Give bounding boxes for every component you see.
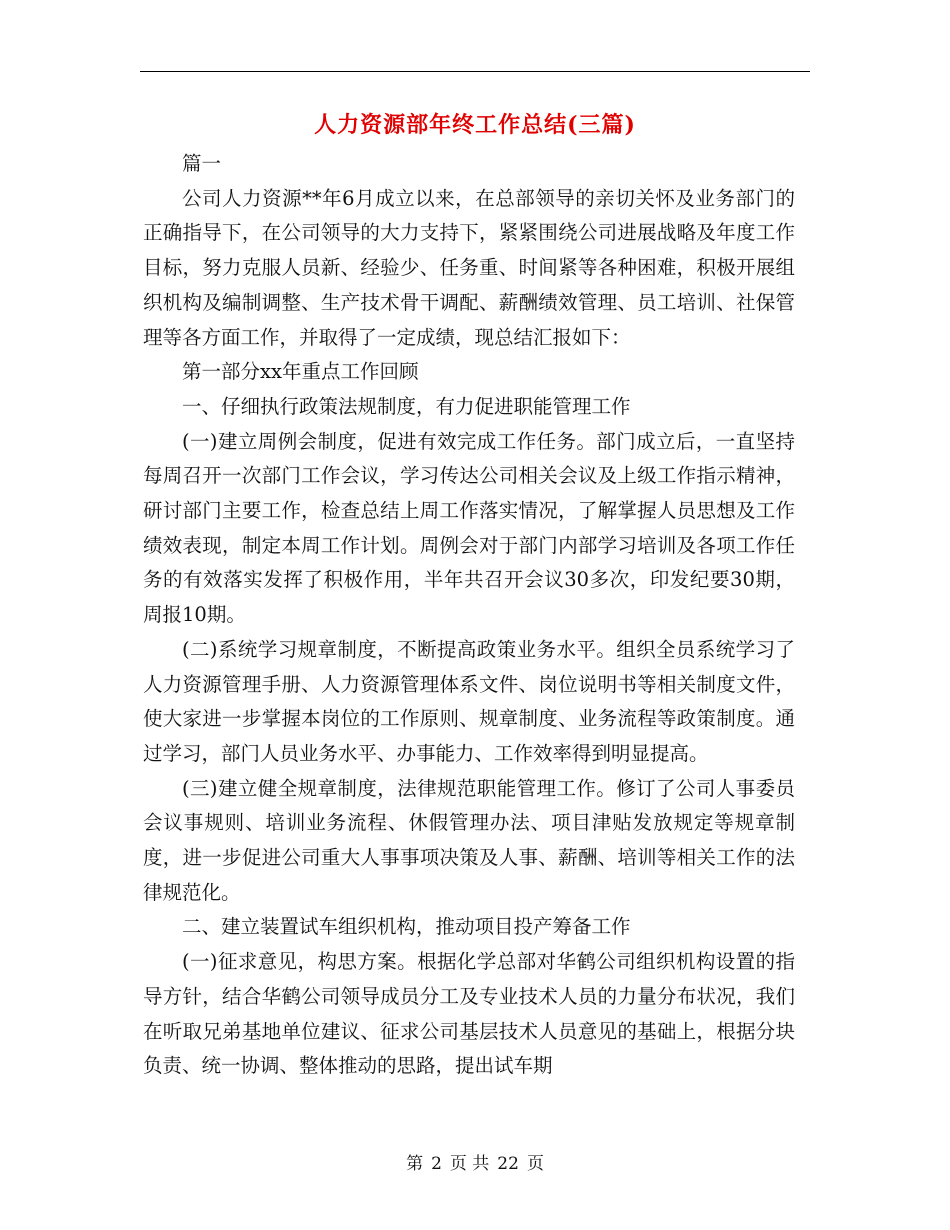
paragraph-part-heading: 第一部分xx年重点工作回顾 bbox=[182, 360, 419, 384]
header-rule bbox=[140, 71, 810, 72]
page-footer bbox=[0, 1152, 950, 1176]
paragraph-heading-2: 二、建立装置试车组织机构，推动项目投产筹备工作 bbox=[182, 915, 631, 939]
page-prefix: 第 bbox=[406, 1154, 424, 1174]
page-total: 22 bbox=[497, 1154, 519, 1174]
paragraph-item-1-1: (一)建立周例会制度，促进有效完成工作任务。部门成立后，一直坚持每周召开一次部门工作会议，学习传达公司相关会议及上级工作指示精神，研讨部门主要工作，检查总结上周工作落实情况，了解掌握人员思想及工作绩效表现，制定本周工作计划。周例会对于部门内部学习培训及各项工作任务的有效落实发挥了积极作用，半年共召开会议30多次，印发纪要30期，周报10期。 bbox=[143, 429, 795, 627]
page-middle: 页 共 bbox=[449, 1154, 490, 1174]
paragraph-section-label: 篇一 bbox=[182, 152, 222, 175]
document-title: 人力资源部年终工作总结(三篇) bbox=[314, 112, 636, 138]
paragraph-item-2-1: (一)征求意见，构思方案。根据化学总部对华鹤公司组织机构设置的指导方针，结合华鹤公司领导成员分工及专业技术人员的力量分布状况，我们在听取兄弟基地单位建议、征求公司基层技术人员意见的基础上，根据分块负责、统一协调、整体推动的思路，提出试车期 bbox=[143, 950, 795, 1078]
page-current: 2 bbox=[431, 1154, 442, 1174]
paragraph-heading-1: 一、仔细执行政策法规制度，有力促进职能管理工作 bbox=[182, 394, 631, 418]
paragraph-intro: 公司人力资源**年6月成立以来，在总部领导的亲切关怀及业务部门的正确指导下，在公司领导的大力支持下，紧紧围绕公司进展战略及年度工作目标，努力克服人员新、经验少、任务重、时间紧等各种困难，积极开展组织机构及编制调整、生产技术骨干调配、薪酬绩效管理、员工培训、社保管理等各方面工作，并取得了一定成绩，现总结汇报如下： bbox=[143, 186, 795, 349]
document-body bbox=[143, 147, 795, 1084]
paragraph-item-1-2: (二)系统学习规章制度，不断提高政策业务水平。组织全员系统学习了人力资源管理手册、人力资源管理体系文件、岗位说明书等相关制度文件，使大家进一步掌握本岗位的工作原则、规章制度、业务流程等政策制度。通过学习，部门人员业务水平、办事能力、工作效率得到明显提高。 bbox=[143, 637, 795, 765]
page-suffix: 页 bbox=[526, 1154, 544, 1174]
paragraph-item-1-3: (三)建立健全规章制度，法律规范职能管理工作。修订了公司人事委员会议事规则、培训业务流程、休假管理办法、项目津贴发放规定等规章制度，进一步促进公司重大人事事项决策及人事、薪酬、培训等相关工作的法律规范化。 bbox=[143, 776, 795, 904]
